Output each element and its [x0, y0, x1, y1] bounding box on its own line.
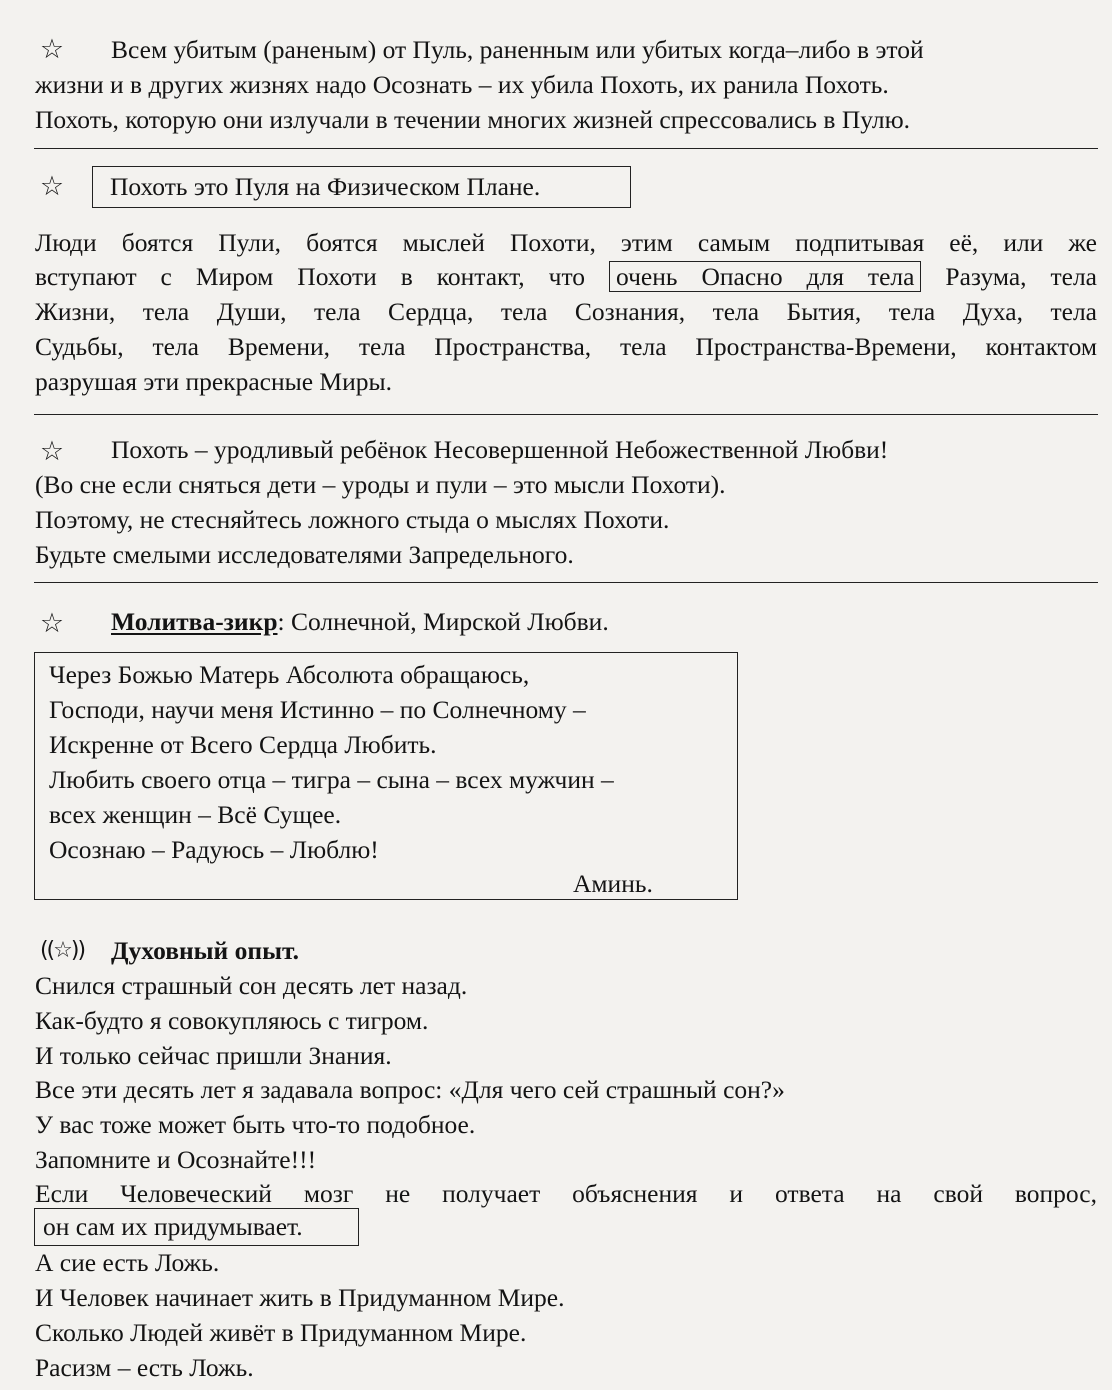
- paragraph-line: Сколько Людей живёт в Придуманном Мире.: [35, 1318, 527, 1347]
- boxed-phrase-text: он сам их придумывает.: [43, 1212, 303, 1241]
- prayer-line: Осознаю – Радуюсь – Люблю!: [49, 835, 379, 864]
- boxed-phrase: очень Опасно для тела: [609, 261, 921, 292]
- paragraph-line: Похоть, которую они излучали в течении многих жизней спрессовались в Пулю.: [35, 105, 911, 134]
- paragraph-line: И только сейчас пришли Знания.: [35, 1041, 392, 1070]
- paragraph-line: Все эти десять лет я задавала вопрос: «Для чего сей страшный сон?»: [35, 1075, 785, 1104]
- boxed-phrase: [34, 1208, 359, 1246]
- paragraph-line: Будьте смелыми исследователями Запредельного.: [35, 540, 574, 569]
- section-divider: [34, 582, 1098, 583]
- paragraph-line: разрушая эти прекрасные Миры.: [35, 367, 393, 396]
- section-divider: [34, 148, 1098, 149]
- text-fragment: Разума, тела: [945, 262, 1097, 291]
- paragraph-line: И Человек начинает жить в Придуманном Мире.: [35, 1283, 565, 1312]
- paragraph-line: А сие есть Ложь.: [35, 1248, 220, 1277]
- parenthesized-star-icon: ((☆)): [39, 938, 85, 963]
- paragraph-line: Люди боятся Пули, боятся мыслей Похоти, этим самым подпитывая её, или же: [35, 228, 1097, 257]
- paragraph-line: (Во сне если сняться дети – уроды и пули – это мысли Похоти).: [35, 470, 726, 499]
- prayer-line: Через Божью Матерь Абсолюта обращаюсь,: [49, 660, 530, 689]
- prayer-amen: Аминь.: [573, 869, 653, 898]
- text-fragment: вступают с Миром Похоти в контакт, что: [35, 262, 586, 291]
- prayer-title: Молитва-зикр: [111, 607, 278, 636]
- prayer-line: Искренне от Всего Сердца Любить.: [49, 730, 437, 759]
- paragraph-line: Расизм – есть Ложь.: [35, 1353, 254, 1382]
- paragraph-line: [35, 260, 1097, 295]
- prayer-heading: [111, 605, 609, 640]
- paragraph-line: Запомните и Осознайте!!!: [35, 1145, 317, 1174]
- star-outline-icon: ☆: [39, 436, 65, 467]
- paragraph-line: Судьбы, тела Времени, тела Пространства, тела Пространства-Времени, контактом: [35, 332, 1097, 361]
- experience-title: Духовный опыт.: [111, 936, 299, 965]
- paragraph-line: Если Человеческий мозг не получает объяснения и ответа на свой вопрос,: [35, 1179, 1097, 1208]
- paragraph-line: жизни и в других жизнях надо Осознать – их убила Похоть, их ранила Похоть.: [35, 70, 889, 99]
- star-outline-icon: ☆: [39, 34, 65, 65]
- paragraph-line: Всем убитым (раненым) от Пуль, раненным или убитых когда–либо в этой: [111, 35, 924, 64]
- paragraph-line: Жизни, тела Души, тела Сердца, тела Сознания, тела Бытия, тела Духа, тела: [35, 297, 1097, 326]
- paragraph-line: Как-будто я совокупляюсь с тигром.: [35, 1006, 429, 1035]
- paragraph-line: Похоть – уродливый ребёнок Несовершенной Небожественной Любви!: [111, 435, 889, 464]
- prayer-line: всех женщин – Всё Сущее.: [49, 800, 342, 829]
- paragraph-line: У вас тоже может быть что-то подобное.: [35, 1110, 476, 1139]
- paragraph-line: Снился страшный сон десять лет назад.: [35, 971, 468, 1000]
- star-outline-icon: ☆: [39, 171, 65, 202]
- section-divider: [34, 414, 1098, 415]
- paragraph-line: Поэтому, не стесняйтесь ложного стыда о мыслях Похоти.: [35, 505, 670, 534]
- boxed-heading: [92, 166, 631, 208]
- prayer-subtitle: : Солнечной, Мирской Любви.: [277, 607, 609, 636]
- star-outline-icon: ☆: [39, 608, 65, 639]
- prayer-line: Господи, научи меня Истинно – по Солнечному –: [49, 695, 586, 724]
- prayer-line: Любить своего отца – тигра – сына – всех мужчин –: [49, 765, 614, 794]
- boxed-heading-text: Похоть это Пуля на Физическом Плане.: [110, 172, 541, 201]
- prayer-box: [34, 652, 738, 900]
